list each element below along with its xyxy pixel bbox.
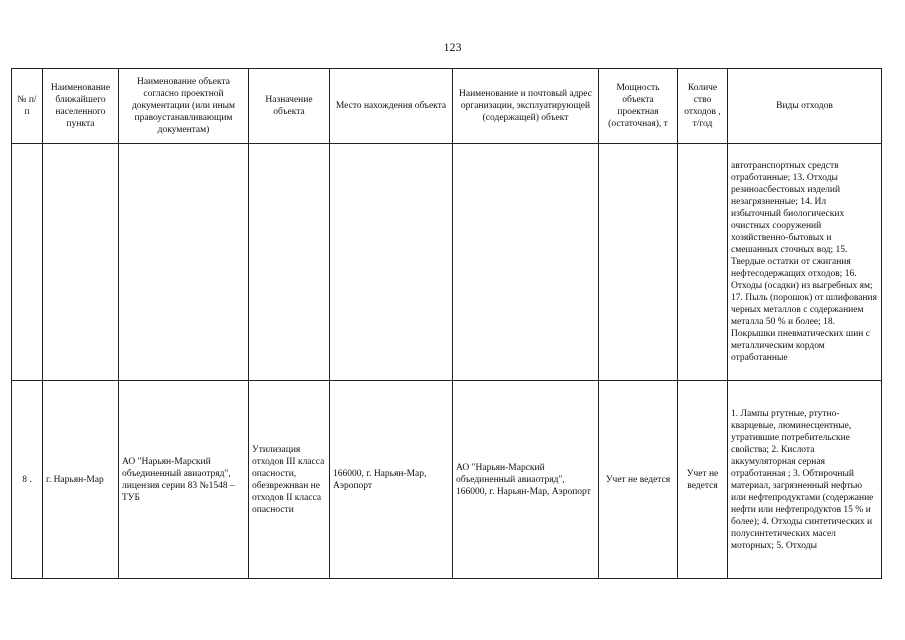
cell-capacity [599,144,678,381]
header-location: Место нахождения объекта [330,69,453,144]
cell-capacity: Учет не ведется [599,381,678,579]
cell-operator [453,144,599,381]
page-number: 123 [443,40,462,54]
table-row [12,381,882,579]
cell-operator: АО "Нарьян-Марский объединенный авиаотряд", 166000, г. Нарьян-Мар, Аэропорт [453,381,599,579]
cell-object-name: АО "Нарьян-Марский объединенный авиаотряд", лицензия серии 83 №1548 – ТУБ [119,381,249,579]
header-quantity: Количе ство отходов , т/год [678,69,728,144]
header-settlement: Наименование ближайшего населенного пункта [43,69,119,144]
cell-quantity: Учет не ведется [678,381,728,579]
table-row [12,144,882,381]
cell-quantity [678,144,728,381]
cell-purpose [249,144,330,381]
waste-facilities-table [11,68,882,579]
header-num: № п/п [12,69,43,144]
cell-purpose: Утилизация отходов III класса опасности, обезврежнван не отходов II класса опасности [249,381,330,579]
cell-waste-types: автотранспортных средств отработанные; 13. Отходы резиноасбестовых изделий незагрязненные; 14. Ил избыточный биологических очистных сооружений хозяйственно-бытовых и смешанных сточных вод; 15. Твердые остатки от сжигания нефтесодержащих отходов; 16. Отходы (осадки) из выгребных ям; 17. Пыль (порошок) от шлифования черных металлов с содержанием металла 50 % и более; 18. Покрышки пневматических шин с металлическим кордом отработанные [728,144,882,381]
cell-waste-types: 1. Лампы ртутные, ртутно-кварцевые, люминесцентные, утратившие потребительские свойства; 2. Кислота аккумуляторная серная отработанная ; 3. Обтирочный материал, загрязненный нефтью или нефтепродуктами (содержание нефти или нефтепродуктов 15 % и более); 4. Отходы синтетических и полусинтетических масел моторных; 5. Отходы [728,381,882,579]
header-capacity: Мощность объекта проектная (остаточная), т [599,69,678,144]
cell-location: 166000, г. Нарьян-Мар, Аэропорт [330,381,453,579]
header-object-name: Наименование объекта согласно проектной документации (или иным правоустанавливающим документам) [119,69,249,144]
cell-num: 8 . [12,381,43,579]
cell-object-name [119,144,249,381]
cell-settlement: г. Нарьян-Мар [43,381,119,579]
cell-location [330,144,453,381]
cell-settlement [43,144,119,381]
table-header-row [12,69,882,144]
cell-num [12,144,43,381]
header-purpose: Назначение объекта [249,69,330,144]
header-waste-types: Виды отходов [728,69,882,144]
header-operator: Наименование и почтовый адрес организации, эксплуатирующей (содержащей) объект [453,69,599,144]
